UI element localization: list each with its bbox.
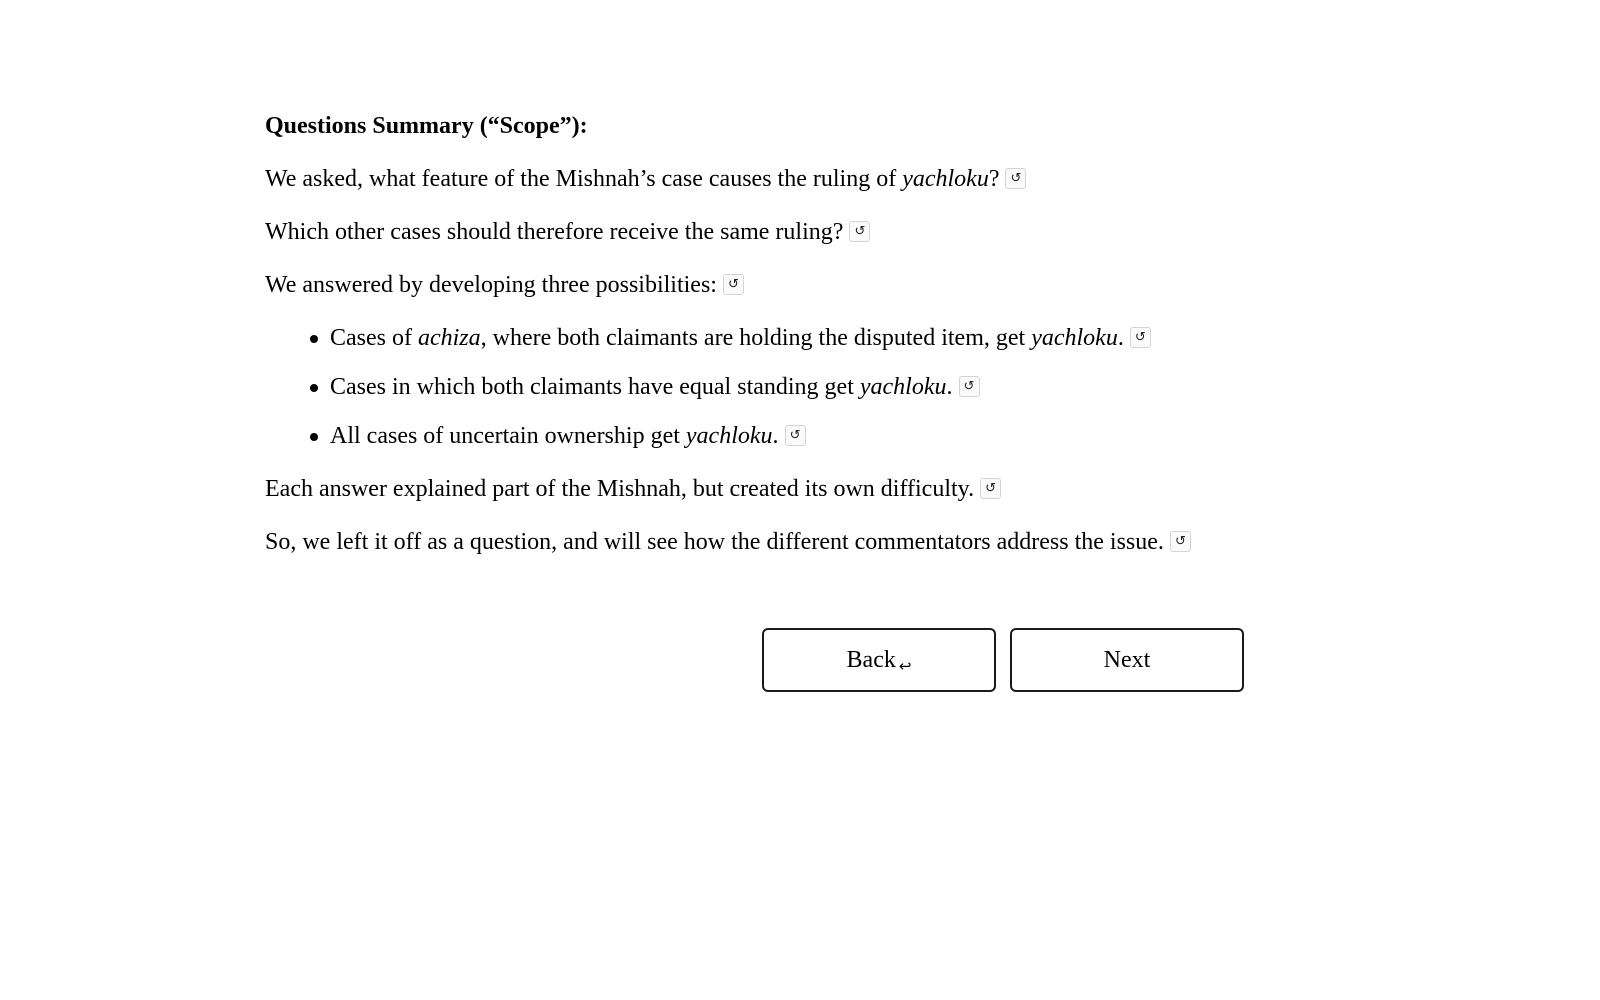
- list-item-italic-term: achiza: [417, 325, 481, 351]
- next-button-label: Next: [1103, 646, 1151, 673]
- paragraph-question-other-cases: [265, 214, 1240, 250]
- replay-icon[interactable]: ↺: [849, 221, 870, 242]
- replay-icon[interactable]: ↺: [785, 425, 806, 446]
- list-item-italic-term: yachloku: [685, 423, 773, 449]
- list-item-italic-term: yachloku: [859, 374, 947, 400]
- list-item-text: Cases in which both claimants have equal standing get: [330, 374, 860, 400]
- list-item-text: .: [1117, 325, 1124, 351]
- list-item: [330, 369, 1240, 405]
- list-item-text: .: [946, 374, 953, 400]
- replay-icon[interactable]: ↺: [1130, 327, 1151, 348]
- paragraph-text: Which other cases should therefore receive the same ruling?: [265, 219, 844, 245]
- list-item: [330, 320, 1240, 356]
- list-item-text: Cases of: [330, 325, 418, 351]
- next-button[interactable]: [1010, 628, 1244, 692]
- replay-icon[interactable]: ↺: [980, 478, 1001, 499]
- replay-icon[interactable]: ↺: [959, 376, 980, 397]
- paragraph-text: We answered by developing three possibilities:: [265, 272, 717, 298]
- summary-heading: Questions Summary (“Scope”):: [265, 113, 588, 139]
- paragraph-text: We asked, what feature of the Mishnah’s case causes the ruling of: [265, 166, 903, 192]
- replay-icon[interactable]: ↺: [1170, 531, 1191, 552]
- list-item: [330, 418, 1240, 454]
- possibilities-list: [265, 320, 1240, 454]
- summary-content: [265, 108, 1240, 577]
- return-icon: ↩: [898, 657, 912, 675]
- paragraph-end: ?: [988, 166, 1000, 192]
- paragraph-answer-intro: [265, 267, 1240, 303]
- paragraph-italic-term: yachloku: [902, 166, 989, 192]
- paragraph-text: Each answer explained part of the Mishnah, but created its own difficulty.: [265, 476, 975, 502]
- back-button[interactable]: [762, 628, 996, 692]
- list-item-text: .: [772, 423, 779, 449]
- paragraph-difficulty: [265, 471, 1240, 507]
- list-item-text: , where both claimants are holding the disputed item, get: [480, 325, 1032, 351]
- replay-icon[interactable]: ↺: [1005, 168, 1026, 189]
- replay-icon[interactable]: ↺: [723, 274, 744, 295]
- list-item-italic-term: yachloku: [1031, 325, 1118, 351]
- paragraph-conclusion: [265, 524, 1240, 560]
- list-item-text: All cases of uncertain ownership get: [330, 423, 686, 449]
- back-button-label: Back: [846, 646, 896, 673]
- navigation-buttons: [762, 628, 1244, 692]
- paragraph-question-feature: [265, 161, 1240, 197]
- paragraph-text: So, we left it off as a question, and will see how the different commentators address the issue.: [265, 529, 1164, 555]
